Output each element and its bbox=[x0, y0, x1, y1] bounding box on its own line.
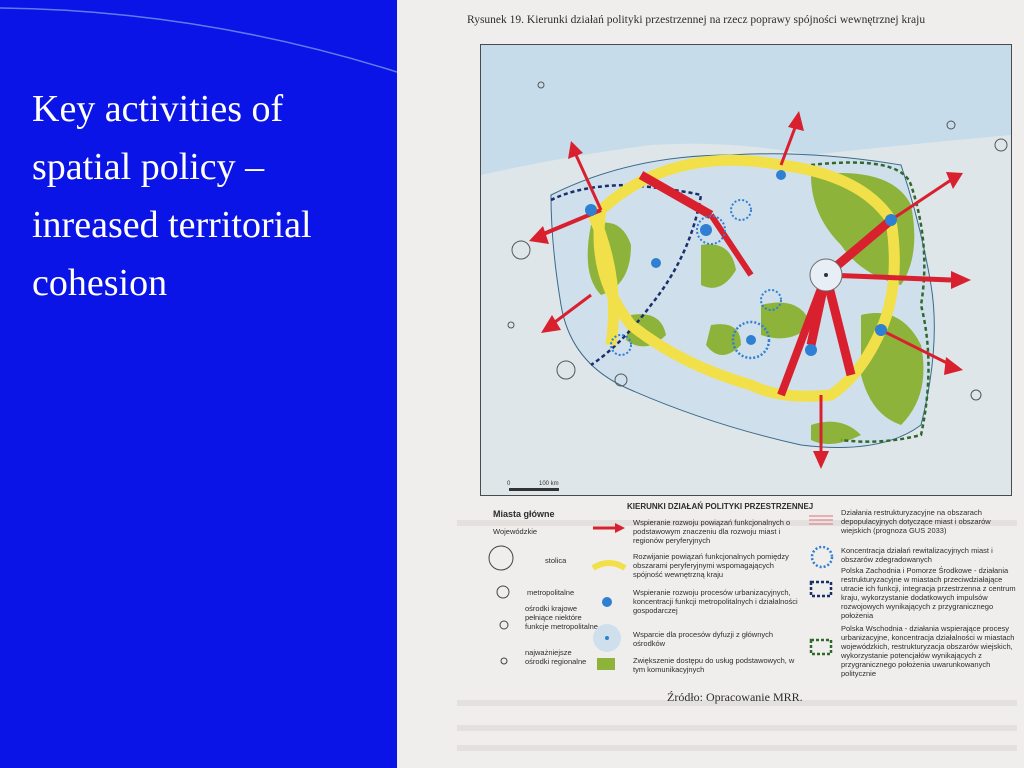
legend-city-regional: najważniejsze ośrodki regionalne bbox=[525, 648, 587, 666]
ghost-text-line bbox=[457, 745, 1017, 751]
revitalization-symbol bbox=[809, 544, 835, 570]
legend-city-capital: stolica bbox=[545, 556, 567, 565]
metropolitan-symbol bbox=[495, 584, 515, 604]
legend-item-west: Polska Zachodnia i Pomorze Środkowe - działania restrukturyzacyjne w miastach przeciwdziałające utracie ich funkcji, integracja przestrzenna z centrum kraju, wykorzystanie dodatkowych impulsów rozwojowych wynikających z przygranicznego położenia bbox=[841, 566, 1016, 620]
legend-cities-subheading: Wojewódzkie bbox=[493, 527, 538, 536]
link-arrow-symbol bbox=[591, 522, 627, 534]
slide-title: Key activities of spatial policy – inreased territorial cohesion bbox=[32, 88, 312, 304]
west-region-symbol bbox=[809, 580, 835, 600]
legend-item-east: Polska Wschodnia - działania wspierające procesy urbanizacyjne, koncentracja działalności w miastach wojewódzkich, restrukturyzacja obszarów wiejskich, wykorzystanie potencjałów wynikających z przygranicznego położenia uwarunkowanych politycznie bbox=[841, 624, 1015, 678]
legend-actions-heading: KIERUNKI DZIAŁAŃ POLITYKI PRZESTRZENNEJ bbox=[627, 502, 814, 511]
legend-item-urbanization: Wspieranie rozwoju procesów urbanizacyjnych, koncentracji funkcji metropolitalnych i działalności gospodarczej bbox=[633, 588, 798, 615]
decorative-arc bbox=[0, 0, 397, 80]
policy-map bbox=[480, 44, 1012, 496]
map-legend bbox=[487, 500, 1017, 700]
scale-bar bbox=[509, 488, 559, 491]
figure-source: Źródło: Opracowanie MRR. bbox=[667, 690, 803, 704]
regional-function-symbol bbox=[497, 618, 513, 634]
legend-item-access: Zwiększenie dostępu do usług podstawowych, w tym komunikacyjnych bbox=[633, 656, 795, 674]
scanned-figure-page bbox=[397, 0, 1024, 768]
legend-item-peripheral: Rozwijanie powiązań funkcjonalnych pomiędzy obszarami peryferyjnymi wspomagających spójność wewnętrzną kraju bbox=[633, 552, 789, 579]
slide-left-panel bbox=[0, 0, 397, 768]
east-region-symbol bbox=[809, 638, 835, 658]
urbanization-symbol bbox=[599, 594, 615, 610]
regional-symbol bbox=[499, 656, 511, 668]
legend-item-restructuring: Działania restrukturyzacyjne na obszarach depopulacyjnych dotyczące miast i obszarów wiejskich (prognoza GUS 2033) bbox=[841, 508, 991, 535]
legend-item-links: Wspieranie rozwoju powiązań funkcjonalnych o podstawowym znaczeniu dla rozwoju miast i regionów peryferyjnych bbox=[633, 518, 791, 545]
legend-item-revitalization: Koncentracja działań rewitalizacyjnych miast i obszarów zdegradowanych bbox=[841, 546, 993, 564]
map-svg bbox=[481, 45, 1011, 495]
restructuring-symbol bbox=[805, 512, 841, 528]
scale-label-zero: 0 bbox=[507, 481, 511, 487]
capital-symbol bbox=[487, 544, 517, 574]
legend-item-diffusion: Wsparcie dla procesów dyfuzji z głównych ośrodków bbox=[633, 630, 774, 648]
figure-caption: Rysunek 19. Kierunki działań polityki przestrzennej na rzecz poprawy spójności wewnętrznej kraju bbox=[467, 14, 926, 26]
diffusion-symbol bbox=[591, 622, 623, 654]
ghost-text-line bbox=[457, 725, 1017, 731]
corridor-symbol bbox=[591, 558, 627, 572]
legend-city-metropolitan: metropolitalne bbox=[527, 588, 575, 597]
access-symbol bbox=[597, 658, 617, 672]
legend-cities-heading: Miasta główne bbox=[493, 509, 555, 519]
scale-label-km: 100 km bbox=[539, 481, 559, 487]
legend-city-regional-functions: ośrodki krajowe pełniące niektóre funkcje metropolitalne bbox=[525, 604, 598, 631]
